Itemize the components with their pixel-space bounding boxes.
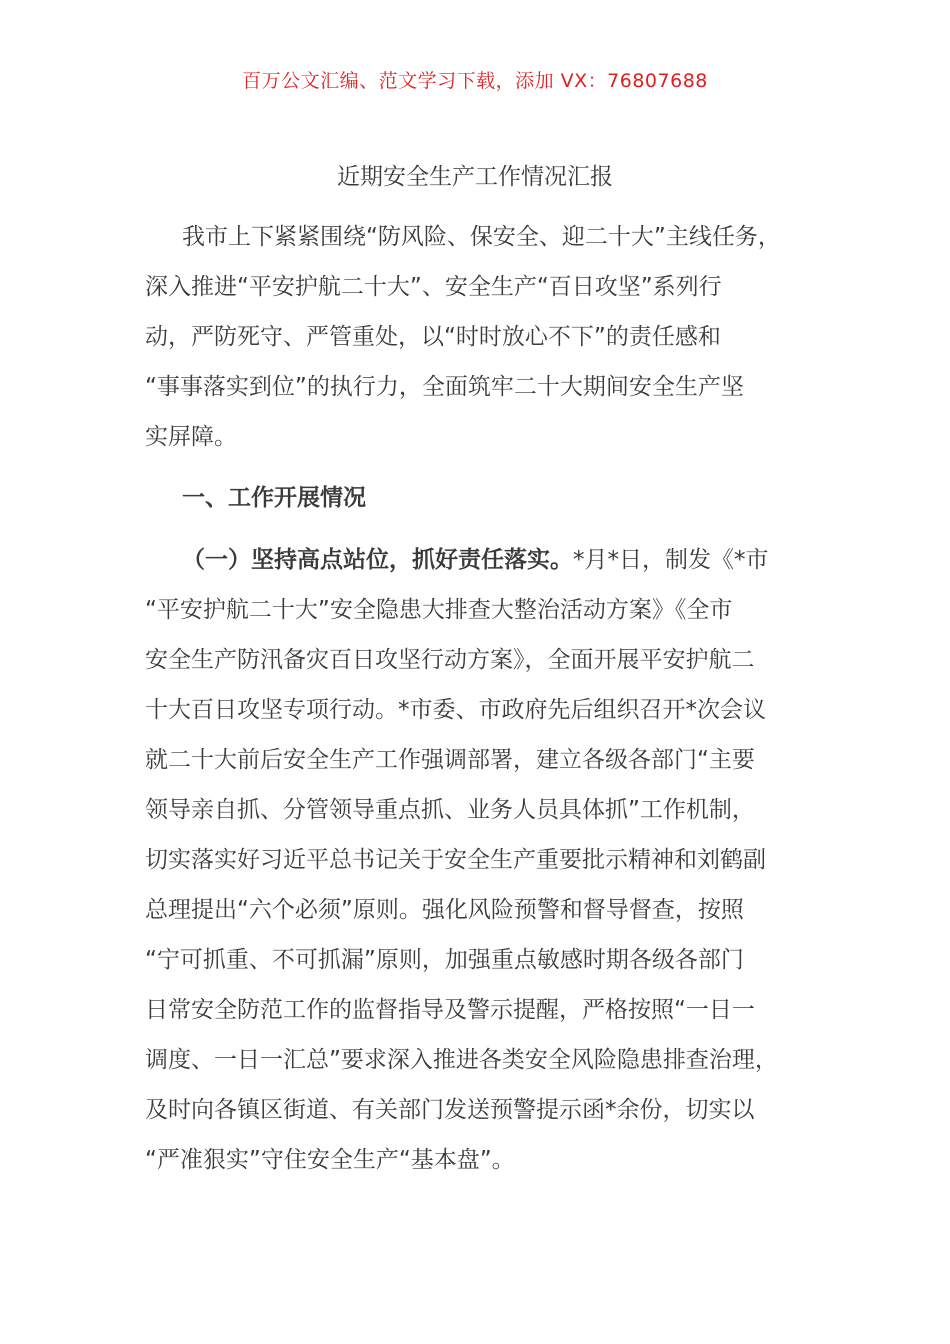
intro-line: “事事落实到位”的执行力，全面筑牢二十大期间安全生产坚	[145, 374, 744, 400]
subsection-heading: （一）坚持高点站位，抓好责任落实。	[182, 547, 573, 573]
section-heading: 一、工作开展情况	[182, 485, 366, 511]
intro-line: 深入推进“平安护航二十大”、安全生产“百日攻坚”系列行	[145, 274, 722, 300]
intro-line: 动，严防死守、严管重处，以“时时放心不下”的责任感和	[145, 324, 721, 350]
intro-line: 我市上下紧紧围绕“防风险、保安全、迎二十大”主线任务，	[182, 224, 781, 250]
subsection-first-line	[182, 545, 769, 575]
body-line: 调度、一日一汇总”要求深入推进各类安全风险隐患排查治理，	[145, 1047, 778, 1073]
body-line: 切实落实好习近平总书记关于安全生产重要批示精神和刘鹤副	[145, 847, 766, 873]
body-line: 就二十大前后安全生产工作强调部署，建立各级各部门“主要	[145, 747, 755, 773]
body-line: 十大百日攻坚专项行动。*市委、市政府先后组织召开*次会议	[145, 697, 766, 723]
body-line: “严准狠实”守住安全生产“基本盘”。	[145, 1147, 515, 1173]
body-line: 总理提出“六个必须”原则。强化风险预警和督导督查，按照	[145, 897, 744, 923]
body-line: 及时向各镇区街道、有关部门发送预警提示函*余份，切实以	[145, 1097, 755, 1123]
body-line: “平安护航二十大”安全隐患大排查大整治活动方案》《全市	[145, 597, 733, 623]
body-line: 日常安全防范工作的监督指导及警示提醒，严格按照“一日一	[145, 997, 755, 1023]
intro-line: 实屏障。	[145, 424, 237, 450]
header-watermark-note: 百万公文汇编、范文学习下载，添加 VX：76807688	[242, 70, 708, 92]
document-title: 近期安全生产工作情况汇报	[337, 164, 613, 190]
body-line: 领导亲自抓、分管领导重点抓、业务人员具体抓”工作机制，	[145, 797, 755, 823]
subsection-first-line-text: *月*日，制发《*市	[573, 547, 769, 573]
body-line: 安全生产防汛备灾百日攻坚行动方案》，全面开展平安护航二	[145, 647, 755, 673]
body-line: “宁可抓重、不可抓漏”原则，加强重点敏感时期各级各部门	[145, 947, 744, 973]
